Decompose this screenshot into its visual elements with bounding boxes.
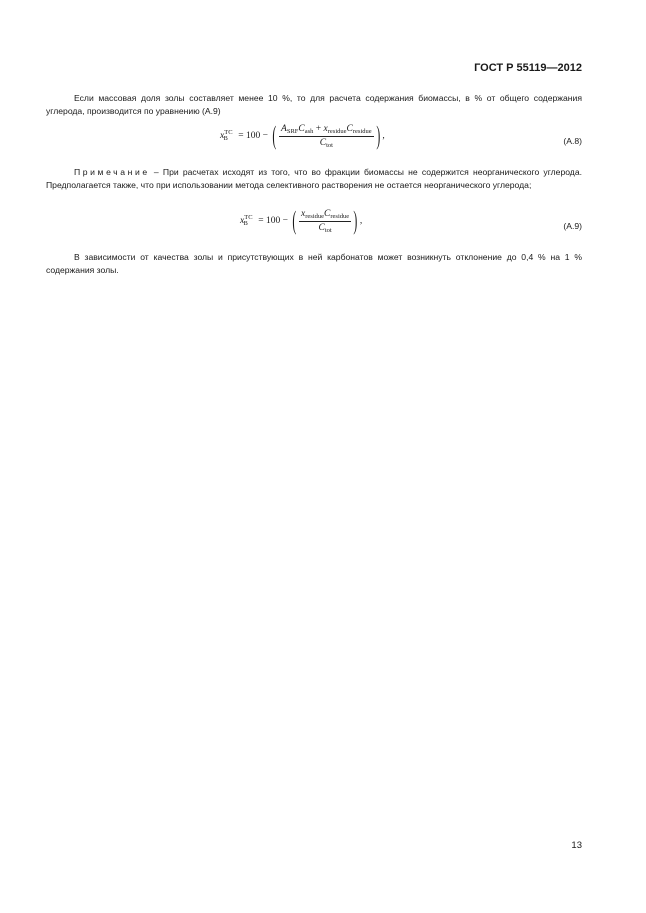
- eq-a9-close-paren: ): [353, 206, 358, 235]
- note-label: Примечание: [74, 167, 150, 177]
- eq-a9-den-c-sub: tot: [324, 226, 332, 234]
- eq-a9-c-sub: residue: [330, 212, 350, 220]
- equation-a9-number: (А.9): [563, 221, 582, 231]
- eq-a9-comma: ,: [359, 216, 363, 227]
- eq-a8-numerator: [279, 124, 374, 137]
- eq-a8-lhs-sub: B: [223, 135, 228, 143]
- eq-a8-open-paren: (: [272, 121, 277, 150]
- equation-a9-body: [240, 208, 362, 234]
- eq-a8-a: A: [281, 123, 287, 134]
- note-text: – При расчетах исходят из того, что во фракции биомассы не содержится неорганического углерода. Предполагается также, что при использовании метода селективного растворения не остается неорганического углерода;: [46, 167, 582, 190]
- note-paragraph: [46, 166, 582, 192]
- eq-a8-den-c-sub: tot: [326, 141, 333, 149]
- equation-a9: [46, 205, 582, 245]
- equation-a8-number: (А.8): [563, 136, 582, 146]
- eq-a8-x: x: [323, 123, 328, 134]
- eq-a8-close-paren: ): [376, 121, 380, 150]
- eq-a9-x: x: [301, 208, 306, 219]
- eq-a9-denominator: [299, 222, 351, 234]
- eq-a9-lhs-sub: B: [243, 220, 248, 228]
- eq-a8-denominator: [279, 137, 374, 149]
- eq-a8-comma: ,: [382, 131, 385, 142]
- eq-a9-c: C: [324, 208, 331, 219]
- eq-a8-fraction: [279, 124, 374, 149]
- eq-a8-x-sub: residue: [327, 127, 347, 135]
- eq-a8-lhs-sup: TC: [224, 129, 233, 137]
- eq-a9-lhs-sup: TC: [244, 214, 253, 222]
- eq-a9-lhs-var: x: [240, 216, 245, 227]
- eq-a9-fraction: [299, 209, 351, 234]
- deviation-paragraph: В зависимости от качества золы и присутствующих в ней карбонатов может возникнуть отклонение до 0,4 % на 1 % содержания золы.: [46, 252, 582, 275]
- intro-paragraph: Если массовая доля золы составляет менее 10 %, то для расчета содержания биомассы, в % от общего содержания углерода, производится по уравнению (А.9): [46, 93, 582, 116]
- eq-a9-equals: = 100 −: [258, 216, 288, 227]
- eq-a8-c2-sub: residue: [352, 127, 372, 135]
- eq-a8-plus: +: [313, 123, 324, 134]
- eq-a8-a-sub: SRF: [286, 127, 299, 135]
- eq-a9-numerator: [299, 209, 351, 222]
- equation-a8: [46, 120, 582, 160]
- eq-a8-equals: = 100 −: [238, 131, 268, 142]
- eq-a8-lhs-var: x: [220, 131, 225, 142]
- eq-a8-c: C: [298, 123, 305, 134]
- eq-a9-open-paren: (: [292, 206, 297, 235]
- equation-a8-body: [220, 123, 385, 149]
- eq-a8-c-sub: ash: [304, 127, 314, 135]
- eq-a9-x-sub: residue: [305, 212, 325, 220]
- page-number: 13: [571, 840, 582, 851]
- eq-a8-c2: C: [346, 123, 353, 134]
- document-standard-header: ГОСТ Р 55119—2012: [474, 62, 582, 74]
- eq-a8-den-c: C: [319, 137, 327, 148]
- eq-a9-den-c: C: [318, 222, 325, 233]
